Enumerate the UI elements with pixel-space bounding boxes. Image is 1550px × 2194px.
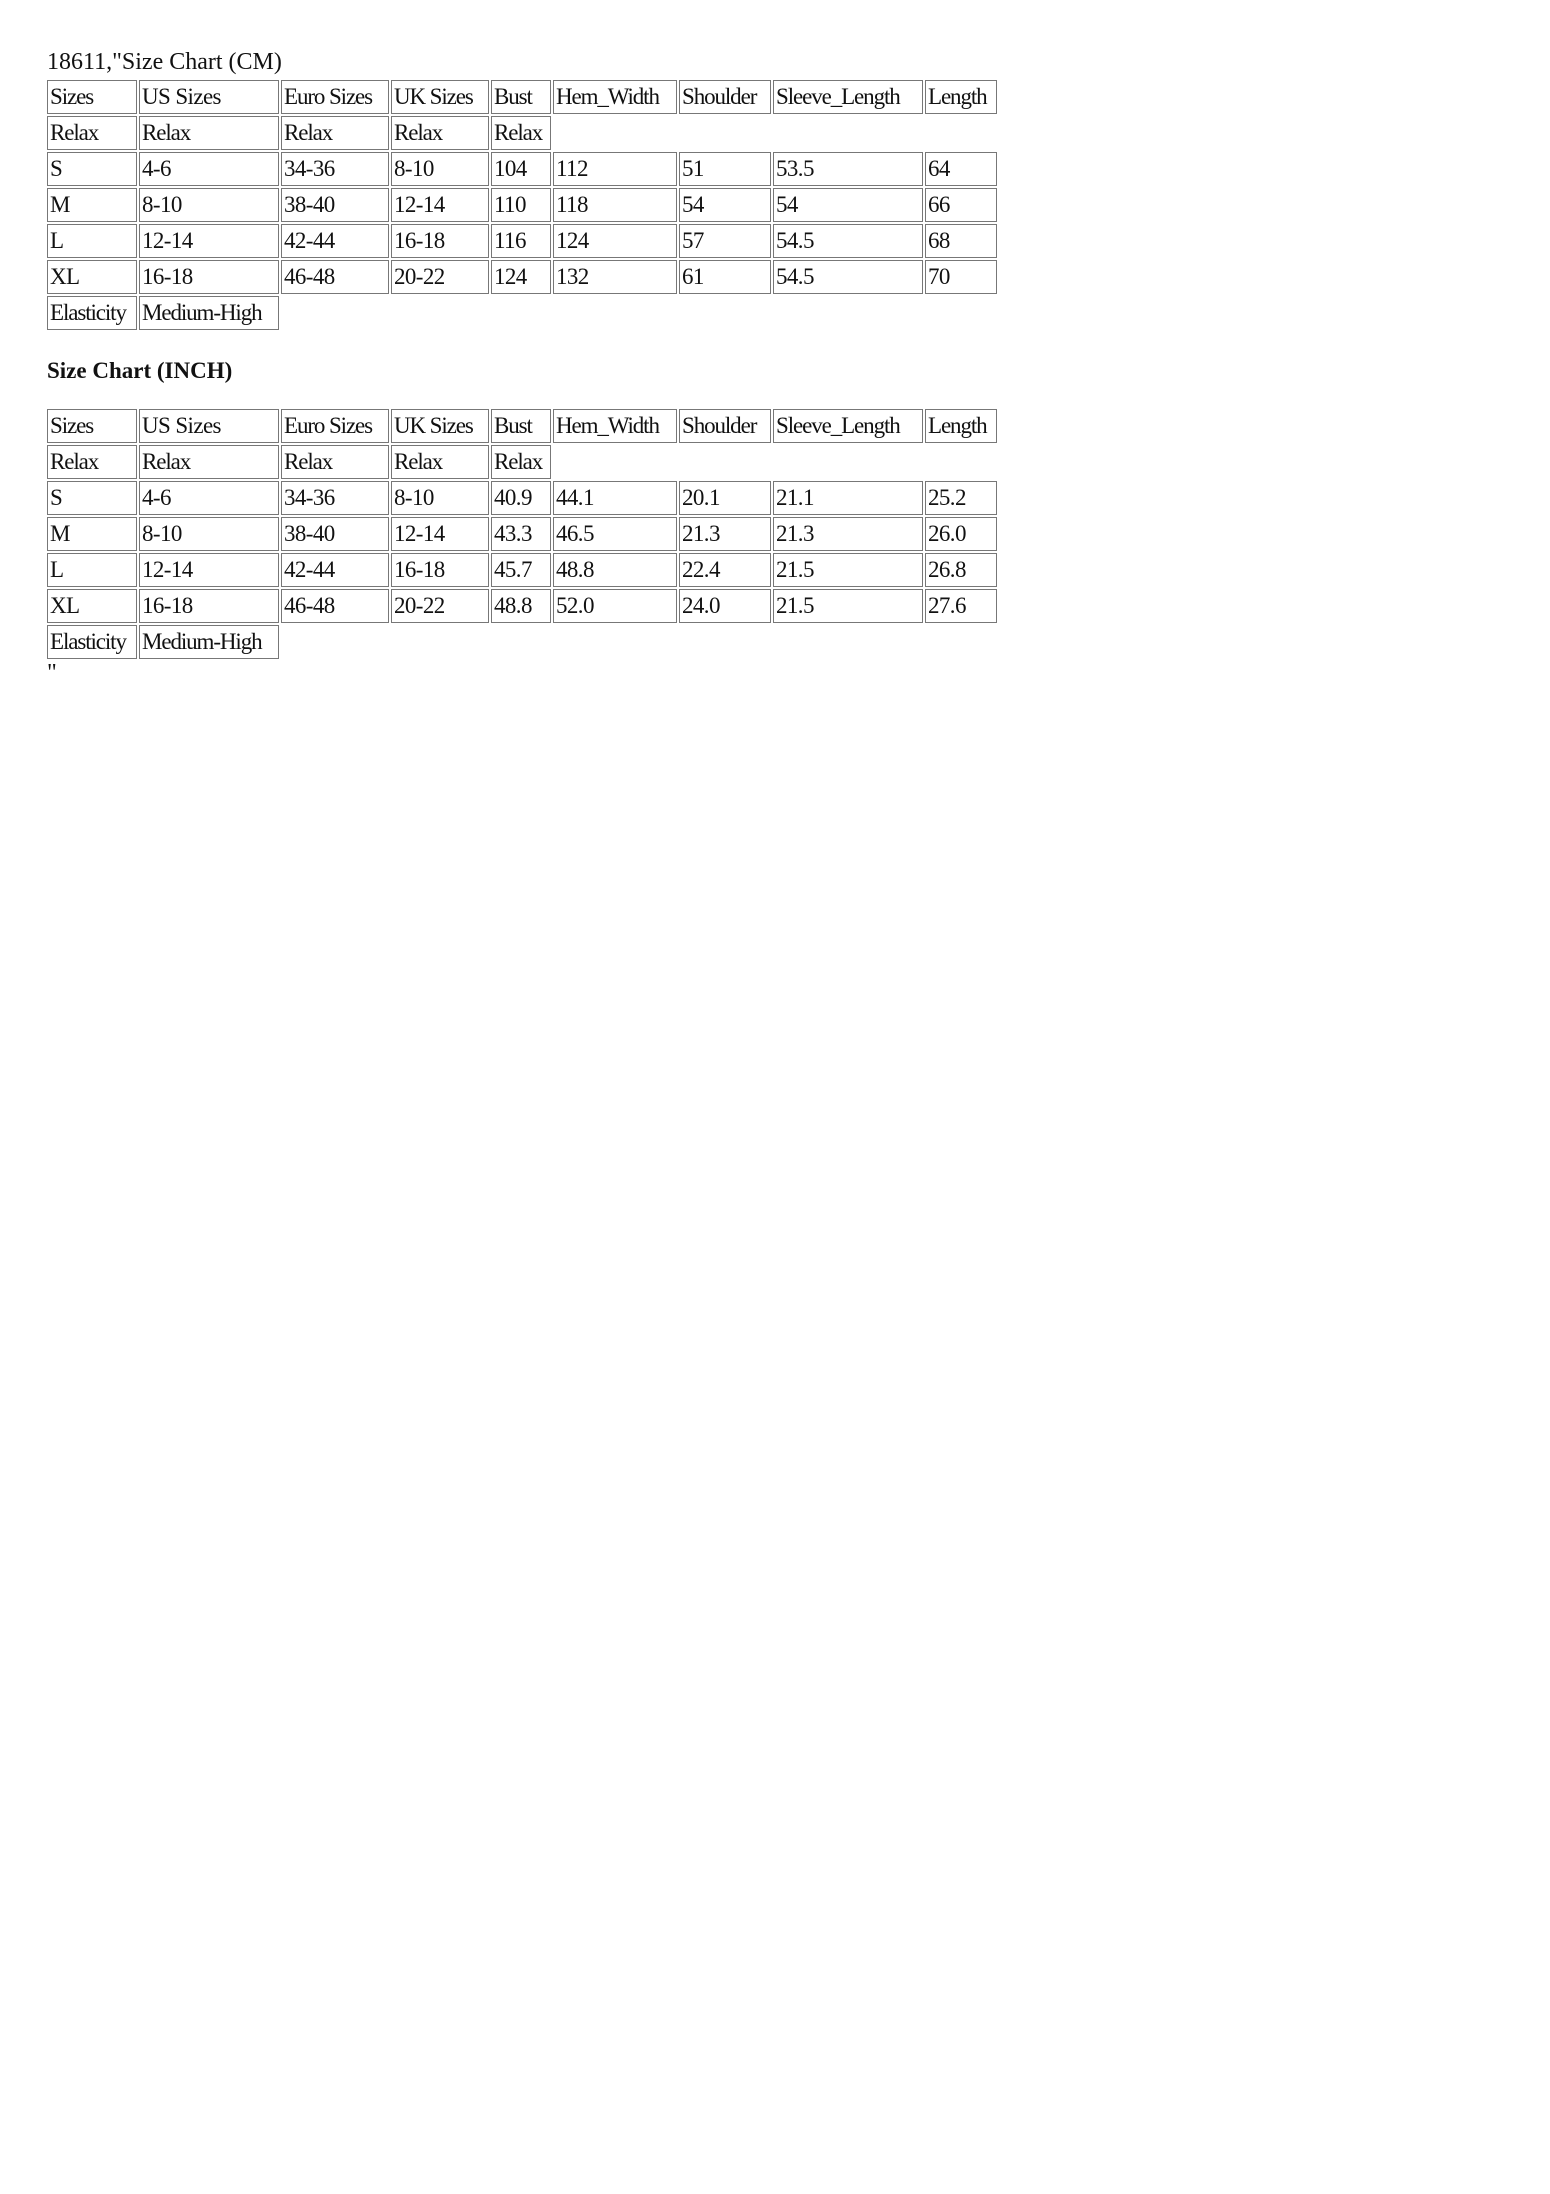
size-chart-inch-table (45, 407, 999, 661)
table-cell: Elasticity (47, 296, 137, 330)
header-sizes: Sizes (47, 409, 137, 443)
header-sizes: Sizes (47, 80, 137, 114)
table-cell: S (47, 481, 137, 515)
table-cell: 22.4 (679, 553, 771, 587)
table-cell: 20.1 (679, 481, 771, 515)
table-cell: Relax (47, 445, 137, 479)
header-bust: Bust (491, 80, 551, 114)
empty-cell (281, 625, 997, 659)
table-row (47, 481, 997, 515)
table-cell: XL (47, 260, 137, 294)
table-cell: 16-18 (391, 224, 489, 258)
header-sleeve-length: Sleeve_Length (773, 80, 923, 114)
table-cell: 21.5 (773, 589, 923, 623)
table-cell: 21.1 (773, 481, 923, 515)
table-cell: 48.8 (553, 553, 677, 587)
table-cell: 53.5 (773, 152, 923, 186)
table-row (47, 224, 997, 258)
table-cell: 124 (491, 260, 551, 294)
table-cell: 8-10 (139, 188, 279, 222)
inch-section-title: Size Chart (INCH) (47, 358, 233, 383)
table-cell: 34-36 (281, 481, 389, 515)
table-header-row (47, 80, 997, 114)
table-cell: 46.5 (553, 517, 677, 551)
table-cell: 46-48 (281, 260, 389, 294)
elasticity-row (47, 625, 997, 659)
header-shoulder: Shoulder (679, 80, 771, 114)
table-cell: 48.8 (491, 589, 551, 623)
table-cell: 57 (679, 224, 771, 258)
table-cell: Relax (139, 445, 279, 479)
header-shoulder: Shoulder (679, 409, 771, 443)
table-cell: 116 (491, 224, 551, 258)
table-cell: 54 (679, 188, 771, 222)
table-cell: 51 (679, 152, 771, 186)
table-cell: 66 (925, 188, 997, 222)
table-row (47, 589, 997, 623)
table-cell: 38-40 (281, 517, 389, 551)
table-row (47, 517, 997, 551)
table-cell: 40.9 (491, 481, 551, 515)
table-cell: M (47, 517, 137, 551)
table-cell: 104 (491, 152, 551, 186)
table-row (47, 152, 997, 186)
table-cell: 12-14 (391, 188, 489, 222)
table-cell: 64 (925, 152, 997, 186)
table-cell: 42-44 (281, 224, 389, 258)
empty-cell (553, 116, 997, 150)
size-chart-document (47, 48, 999, 686)
table-cell: 132 (553, 260, 677, 294)
header-euro-sizes: Euro Sizes (281, 80, 389, 114)
table-cell: 54.5 (773, 224, 923, 258)
header-length: Length (925, 409, 997, 443)
document-header-line: 18611,"Size Chart (CM) (47, 49, 282, 75)
table-cell: 4-6 (139, 481, 279, 515)
table-cell: Relax (391, 445, 489, 479)
table-cell: 12-14 (391, 517, 489, 551)
empty-cell (553, 445, 997, 479)
table-cell: Relax (139, 116, 279, 150)
table-cell: 4-6 (139, 152, 279, 186)
table-cell: 118 (553, 188, 677, 222)
header-euro-sizes: Euro Sizes (281, 409, 389, 443)
table-cell: 110 (491, 188, 551, 222)
table-cell: 54.5 (773, 260, 923, 294)
relax-row (47, 116, 997, 150)
table-cell: 20-22 (391, 260, 489, 294)
table-cell: Relax (281, 445, 389, 479)
relax-row (47, 445, 997, 479)
header-uk-sizes: UK Sizes (391, 409, 489, 443)
table-cell: Relax (491, 116, 551, 150)
table-cell: 124 (553, 224, 677, 258)
empty-cell (281, 296, 997, 330)
table-cell: 112 (553, 152, 677, 186)
header-length: Length (925, 80, 997, 114)
header-uk-sizes: UK Sizes (391, 80, 489, 114)
table-cell: 46-48 (281, 589, 389, 623)
table-cell: Relax (281, 116, 389, 150)
table-cell: 8-10 (391, 152, 489, 186)
table-cell: 43.3 (491, 517, 551, 551)
elasticity-row (47, 296, 997, 330)
table-cell: Medium-High (139, 625, 279, 659)
table-cell: 52.0 (553, 589, 677, 623)
table-row (47, 188, 997, 222)
table-cell: Medium-High (139, 296, 279, 330)
table-cell: 16-18 (391, 553, 489, 587)
table-cell: 8-10 (391, 481, 489, 515)
table-cell: 12-14 (139, 224, 279, 258)
header-us-sizes: US Sizes (139, 80, 279, 114)
table-cell: S (47, 152, 137, 186)
table-cell: 21.5 (773, 553, 923, 587)
table-row (47, 553, 997, 587)
table-cell: 21.3 (773, 517, 923, 551)
table-cell: 26.0 (925, 517, 997, 551)
table-row (47, 260, 997, 294)
header-sleeve-length: Sleeve_Length (773, 409, 923, 443)
table-cell: 21.3 (679, 517, 771, 551)
table-cell: 54 (773, 188, 923, 222)
table-cell: 38-40 (281, 188, 389, 222)
table-cell: 45.7 (491, 553, 551, 587)
header-hem-width: Hem_Width (553, 409, 677, 443)
table-cell: 8-10 (139, 517, 279, 551)
table-cell: 20-22 (391, 589, 489, 623)
header-bust: Bust (491, 409, 551, 443)
size-chart-cm-table (45, 78, 999, 332)
table-cell: Relax (491, 445, 551, 479)
table-cell: 61 (679, 260, 771, 294)
table-cell: 16-18 (139, 260, 279, 294)
table-cell: Relax (47, 116, 137, 150)
table-cell: XL (47, 589, 137, 623)
table-cell: 68 (925, 224, 997, 258)
closing-quote-mark: " (47, 660, 57, 686)
table-cell: L (47, 553, 137, 587)
table-cell: 42-44 (281, 553, 389, 587)
table-cell: 27.6 (925, 589, 997, 623)
table-header-row (47, 409, 997, 443)
table-cell: 34-36 (281, 152, 389, 186)
table-cell: 24.0 (679, 589, 771, 623)
header-us-sizes: US Sizes (139, 409, 279, 443)
table-cell: 16-18 (139, 589, 279, 623)
table-cell: 25.2 (925, 481, 997, 515)
table-cell: 26.8 (925, 553, 997, 587)
table-cell: 12-14 (139, 553, 279, 587)
table-cell: Elasticity (47, 625, 137, 659)
table-cell: L (47, 224, 137, 258)
table-cell: Relax (391, 116, 489, 150)
header-hem-width: Hem_Width (553, 80, 677, 114)
table-cell: 70 (925, 260, 997, 294)
table-cell: 44.1 (553, 481, 677, 515)
table-cell: M (47, 188, 137, 222)
